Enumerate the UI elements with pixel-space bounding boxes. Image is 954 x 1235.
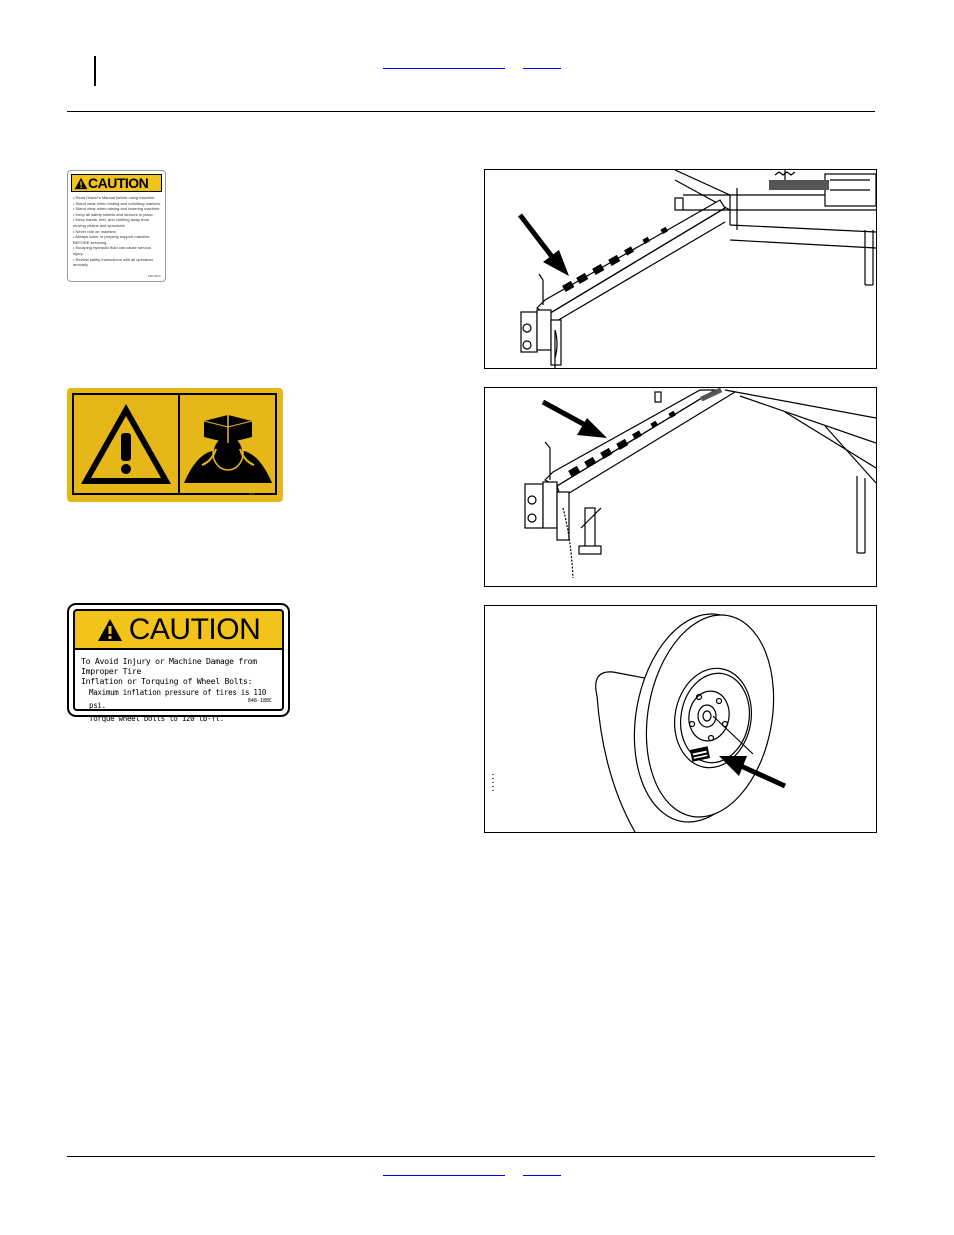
signal-word: CAUTION xyxy=(88,175,149,191)
header-rule xyxy=(67,111,875,112)
warning-triangle-icon xyxy=(74,177,88,190)
decal-panel-border xyxy=(72,393,277,495)
wheel-illustration xyxy=(485,606,876,832)
list-item: • Review safety instructions with all operators annually. xyxy=(73,256,154,268)
footer-rule xyxy=(67,1156,875,1157)
list-item: • Keep all safety shields and devices in place. xyxy=(73,211,154,217)
hitch-frame-illustration xyxy=(485,388,876,586)
warning-triangle-icon xyxy=(97,618,123,642)
decal-heading-line: Inflation or Torquing of Wheel Bolts: xyxy=(81,676,253,686)
decal-heading xyxy=(81,656,282,686)
decal-part-number: 818-055C xyxy=(147,274,161,278)
location-arrow-icon xyxy=(520,215,569,276)
decal-location-figure-3 xyxy=(484,605,877,833)
panel-divider xyxy=(178,395,180,493)
hitch-frame-illustration xyxy=(485,170,876,368)
pictorial-warning-decal xyxy=(67,388,283,502)
inflation-pressure-line: Maximum inflation pressure of tires is 110 psi. xyxy=(89,688,267,710)
head-crush-icon xyxy=(182,401,274,487)
decal-signal-band xyxy=(71,174,162,192)
footer-link-primary-underline xyxy=(383,1175,505,1176)
list-item: • Escaping hydraulic fluid can cause serious injury. xyxy=(73,245,151,256)
list-item: • Read Owner's Manual before using machine. xyxy=(73,195,156,200)
list-item: • Always lower or properly support machine BEFORE servicing. xyxy=(73,234,150,245)
list-item: • Stand clear when folding and unfolding markers. xyxy=(73,200,162,206)
decal-location-figure-2 xyxy=(484,387,877,587)
decal-part-number: 848-188C xyxy=(247,698,272,704)
safety-instructions-decal xyxy=(67,170,166,282)
decal-message-panel xyxy=(73,650,284,723)
list-item: • Keep hands, feet, and clothing away from moving chains and sprockets. xyxy=(73,217,150,228)
header-link-secondary-underline xyxy=(523,68,561,69)
torque-line: Torque wheel bolts to 120 lb-ft. xyxy=(89,714,224,723)
decal-signal-band xyxy=(73,609,284,650)
location-arrow-icon xyxy=(543,402,607,438)
list-item: • Stand clear when raising and lowering machine. xyxy=(73,206,161,212)
safety-instructions-list xyxy=(73,195,162,268)
warning-triangle-icon xyxy=(78,401,174,487)
signal-word: CAUTION xyxy=(128,612,261,646)
footer-link-secondary-underline xyxy=(523,1175,561,1176)
decal-instructions xyxy=(89,686,282,725)
decal-heading-line: To Avoid Injury or Machine Damage from Improper Tire xyxy=(81,656,257,676)
header-margin-bar xyxy=(94,56,96,86)
decal-location-figure-1 xyxy=(484,169,877,369)
tire-inflation-decal xyxy=(67,603,290,723)
list-item: • Never ride on machine. xyxy=(73,228,117,234)
decal-part-number: 818- xyxy=(248,492,255,496)
header-link-primary-underline xyxy=(383,68,505,69)
